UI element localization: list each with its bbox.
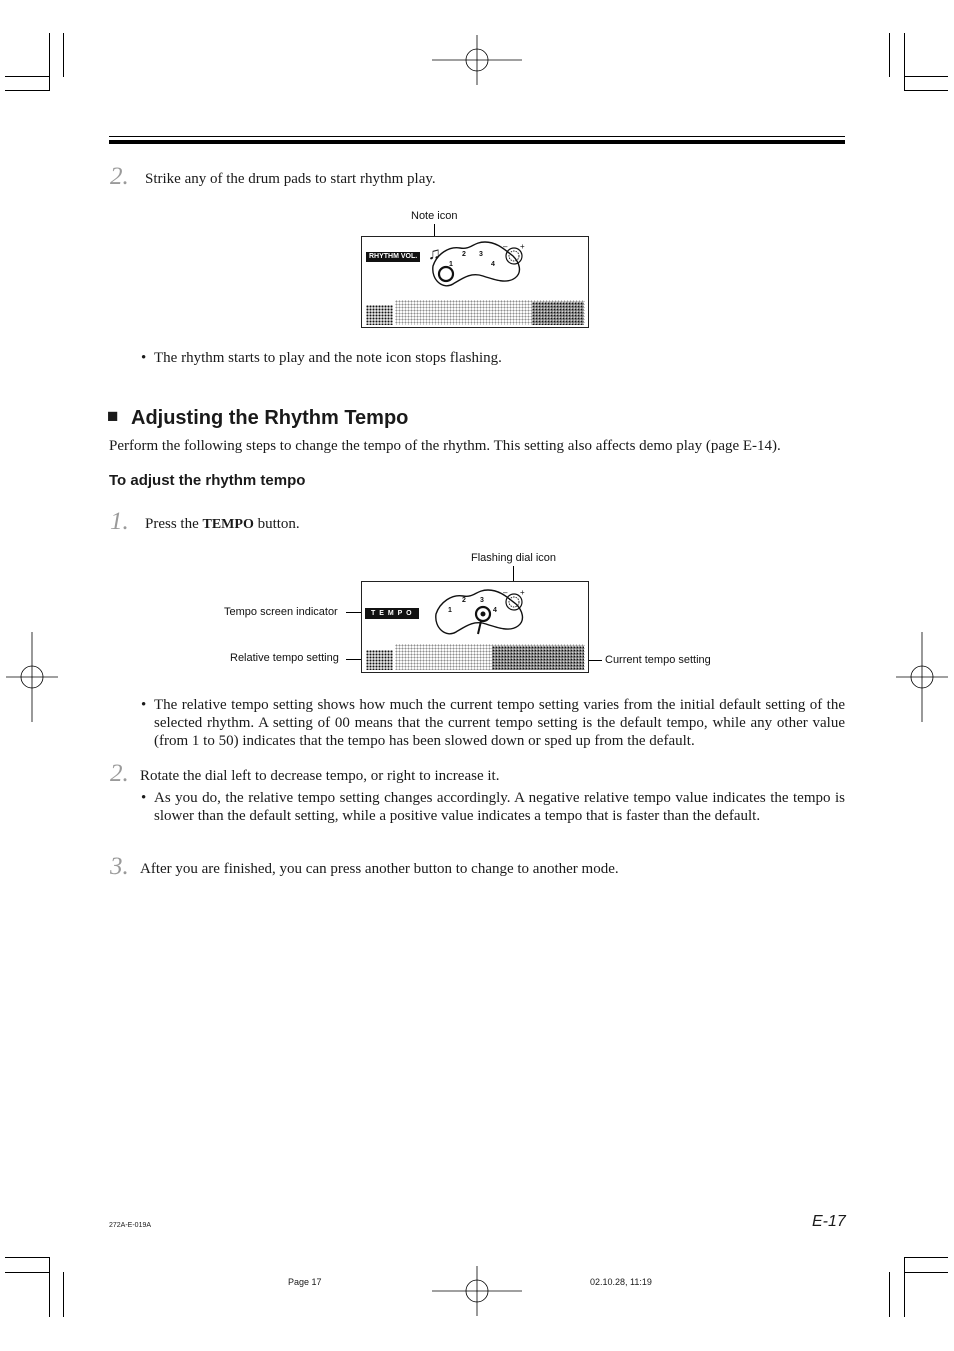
relative-tempo-digits <box>366 650 393 670</box>
step-text-suffix: button. <box>253 516 300 532</box>
callout-current-tempo: Current tempo setting <box>605 654 711 666</box>
pad-2: 2 <box>462 251 466 258</box>
bullet-symbol: • <box>141 697 147 713</box>
section-intro: Perform the following steps to change the tempo of the rhythm. This setting also affects demo play (page E-14). <box>109 438 781 454</box>
step-number: 2. <box>110 760 129 787</box>
pad-3: 3 <box>479 251 483 258</box>
registration-mark-top <box>430 35 524 85</box>
step-number: 3. <box>110 853 129 880</box>
dial-minus: – <box>503 588 508 597</box>
print-page-label: Page 17 <box>288 1277 322 1287</box>
bullet-text: The rhythm starts to play and the note icon stops flashing. <box>154 350 502 366</box>
pad-1: 1 <box>449 261 453 268</box>
pad-1: 1 <box>448 607 452 614</box>
step-number: 2. <box>110 163 129 190</box>
callout-note-icon: Note icon <box>411 210 458 222</box>
lcd-display-rhythm <box>361 236 589 328</box>
print-timestamp: 02.10.28, 11:19 <box>590 1277 652 1287</box>
pad-4: 4 <box>493 607 497 614</box>
tempo-button-label: TEMPO <box>202 517 254 532</box>
header-rule-thin <box>109 136 845 137</box>
section-title: Adjusting the Rhythm Tempo <box>131 407 409 429</box>
bullet-text: As you do, the relative tempo setting changes accordingly. A negative relative tempo value indicates the tempo is slower than the default setting, while a positive value indicates a tempo that is faster than the default. <box>154 790 845 824</box>
callout-relative-tempo: Relative tempo setting <box>230 652 339 664</box>
callout-tempo-indicator: Tempo screen indicator <box>224 606 338 618</box>
document-code: 272A-E-019A <box>109 1222 152 1229</box>
step-text: Rotate the dial left to decrease tempo, or right to increase it. <box>140 768 500 784</box>
lcd-segment-left <box>366 305 393 325</box>
callout-line <box>588 660 602 661</box>
tempo-indicator: T E M P O <box>365 608 419 619</box>
dial-minus: – <box>503 242 508 251</box>
lcd-text-block <box>532 302 584 325</box>
lcd-display-tempo <box>361 581 589 673</box>
rhythm-vol-indicator: RHYTHM VOL. <box>366 252 420 262</box>
pad-3: 3 <box>480 597 484 604</box>
bullet-text: The relative tempo setting shows how much the current tempo setting varies from the initial default setting of the selected rhythm. A setting of 00 means that the current tempo setting is the default tempo, while any other value (from 1 to 50) indicates that the tempo has been slowed down or sped up from the default. <box>154 697 845 749</box>
registration-mark-bottom <box>430 1266 524 1316</box>
pad-4: 4 <box>491 261 495 268</box>
page-number: E-17 <box>812 1213 846 1230</box>
step-text <box>145 515 300 534</box>
step-number: 1. <box>110 508 129 535</box>
dial-plus: + <box>520 242 525 251</box>
step-text-prefix: Press the <box>145 516 203 532</box>
header-rule-thick <box>109 140 845 144</box>
dial-icon <box>502 241 528 267</box>
current-tempo-digits <box>492 646 584 670</box>
flashing-dial-icon <box>502 587 528 613</box>
registration-mark-left <box>6 630 58 724</box>
callout-flashing-dial: Flashing dial icon <box>471 552 556 564</box>
dial-plus: + <box>520 588 525 597</box>
note-icon: ♫ <box>428 244 441 263</box>
section-marker: ■ <box>107 406 119 427</box>
pad-2: 2 <box>462 597 466 604</box>
bullet-symbol: • <box>141 790 147 806</box>
bullet-symbol: • <box>141 350 147 366</box>
step-text: Strike any of the drum pads to start rhythm play. <box>145 171 436 187</box>
step-text: After you are finished, you can press another button to change to another mode. <box>140 861 619 877</box>
registration-mark-right <box>896 630 948 724</box>
subsection-title: To adjust the rhythm tempo <box>109 472 306 489</box>
